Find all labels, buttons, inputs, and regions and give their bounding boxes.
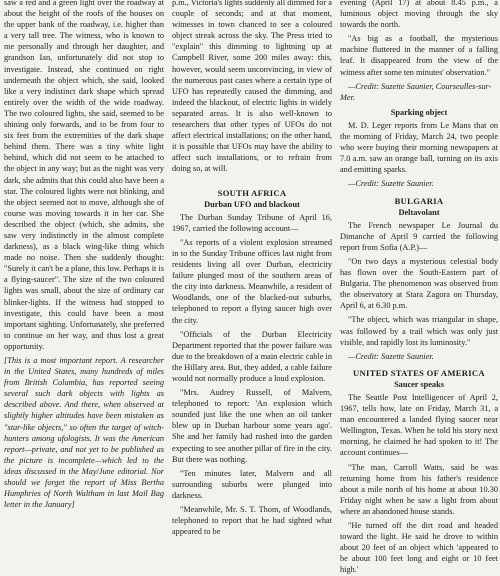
paragraph: The Seattle Post Intelligencer of April 2, 1967, tells how, late on Friday, March 31, a man encountered a landed flying saucer near Wellington, Texas. When he told his story next morning, he claimed he had spoken to it! The account continues— xyxy=(340,393,498,458)
column-middle xyxy=(172,0,332,537)
column-right xyxy=(340,0,498,575)
country-heading-south-africa: SOUTH AFRICA xyxy=(217,187,287,198)
paragraph: "Mrs. Audrey Russell, of Malvern, telephoned to report: 'An explosion which sounded just like the one when an oil tanker blew up in Durban harbour some years ago'. She and her family had rushed into the garden expecting to see another pillar of fire in the city. But there was nothing. xyxy=(172,388,332,464)
paragraph: "He turned off the dirt road and headed toward the light. He said he drove to within about 20 feet of an object which 'appeared to be about 100 feet long and eight or 10 feet high.' xyxy=(340,521,498,575)
subheading-sparking-object: Sparking object xyxy=(390,107,448,117)
paragraph: "As big as a football, the mysterious machine fluttered in the manner of a falling leaf. It disappeared from the view of the witness after some ten minutes' observation." xyxy=(340,34,498,77)
paragraph: "Meanwhile, Mr. S. T. Thom, of Woodlands, telephoned to report that he had sighted what appeared to be xyxy=(172,505,332,537)
credit-line: —Credit: Suzette Saunier. xyxy=(348,179,434,189)
paragraph: The Durban Sunday Tribune of April 16, 1967, carried the following account— xyxy=(172,212,332,233)
subheading-saucer-speaks: Saucer speaks xyxy=(394,379,444,389)
subheading-deltavolant: Deltavolant xyxy=(398,207,440,217)
paragraph: M. D. Leger reports from Le Mans that on the morning of Friday, March 24, two people who were buying their morning newspapers at 7.0 a.m. saw an orange ball, turning on its axis and emitting sparks. xyxy=(340,120,498,175)
paragraph: The French newspaper Le Journal du Dimanche of April 9 carried the following report from Sofia (A.P.)— xyxy=(340,220,498,252)
subheading-durban: Durban UFO and blackout xyxy=(204,199,300,209)
paragraph: "Officials of the Durban Electricity Department reported that the power failure was due to the breakdown of a main electric cable in the Hillary area. But, they added, a cable failure would not normally produce a loud explosion. xyxy=(172,329,332,383)
paragraph: "On two days a mysterious celestial body has flown over the South-Eastern part of Bulgaria. The phenomenon was observed from the observatory at Stara Zagora on Thursday, April 6, at 6.30 p.m. xyxy=(340,256,498,311)
credit-line: —Credit: Suzette Saunier. xyxy=(348,351,434,361)
paragraph: evening (April 17) at about 8.45 p.m., a luminous object moving through the sky towards the north. xyxy=(340,0,498,30)
canada-report-continued: saw a red and a green light over the roadway at about the height of the roofs of the houses on the upper bank of the roadway, i.e. higher than a very tall tree. The witness, who is known to me personally and through her daughter, and grandson Ian, unfortunately did not stop to investigate. Instead, she continued on right underneath the object which, she said, looked like a very indistinct dark shape which spread entirely over the width of the wide roadway. The two coloured lights, she said, seemed to be shining only forwards, and to be from four to six feet from the extremities of the dark shape behind them. There was a tiny white light behind, which did not seem to be attached to the object in any way; but as the night was very dark, she admits that this could also have been a star. The coloured lights were not blinking, and the object seemed not to move, although she of course was moving towards it in her car. She described the object (which, she admits, she saw very indistinctly in the almost complete darkness), as a black wing-like thing which made no noise. Then she suddenly thought: "Surely it can't be a plane, this low. Perhaps it is a flying-saucer". The size of the two coloured lights was small, about the size of ordinary car blinker-lights. If the witness had stopped to investigate, this could have been a most important sighting. Unfortunately, she preferred to continue on her way, and thus lost a great opportunity. xyxy=(4,0,164,351)
country-heading-usa: UNITED STATES OF AMERICA xyxy=(353,367,485,378)
country-heading-bulgaria: BULGARIA xyxy=(394,195,444,206)
paragraph: "The man, Carroll Watts, said he was returning home from his father's residence about a mile north of his home at about 10.30 Friday night when he saw a light from about where an abandoned house stands. xyxy=(340,462,498,516)
editor-note: [This is a most important report. A researcher in the United States, many hundreds of miles from British Columbia, has reported seeing several such dark objects with lights as described above. And there, when observed at slightly higher altitudes have been mistaken as "star-like objects," so often the target of witch-hunters among ufologists. It was the American report—private, and not yet to be published as the picture is incomplete—which led to the ideas discussed in the May/June editorial. Nor should we forget the report of Miss Bertha Humphries of North Waltham in last Mail Bag letter in the January] xyxy=(4,356,164,510)
credit-line: —Credit: Suzette Saunier, Courseulles-sur-Mer. xyxy=(340,81,492,102)
paragraph: "As reports of a violent explosion streamed in to the Sunday Tribune offices last night from residents living all over Durban, electricity failure plunged most of the southern areas of the city into darkness. Meanwhile, a resident of Woodlands, one of the blacked-out suburbs, telephoned to report a flying saucer high over the city. xyxy=(172,237,332,325)
column-left xyxy=(4,0,164,510)
victoria-report-continued: p.m., Victoria's lights suddenly all dimmed for a couple of seconds; and at that moment, witnesses in town chanced to see a coloured object streak across the sky. The Press tried to "explain" this dimming to lightning up at Campbell River, some 200 miles away: this, however, would seem unconvincing, in view of the numerous past cases where a certain type of UFO has repeatedly caused the dimming, and indeed the blackout, of electric lights in widely separated areas. It is also well-known to researchers that other types of UFOs do not affect electrical installations; on the other hand, it is possible that UFOs may have the ability to affect such installations, or to refrain from doing so, at will. xyxy=(172,0,332,174)
paragraph: "The object, which was triangular in shape, was followed by a trail which was only just visible, and rapidly lost its luminosity." xyxy=(340,315,498,347)
paragraph: "Ten minutes later, Malvern and all surrounding suburbs were plunged into darkness. xyxy=(172,468,332,500)
